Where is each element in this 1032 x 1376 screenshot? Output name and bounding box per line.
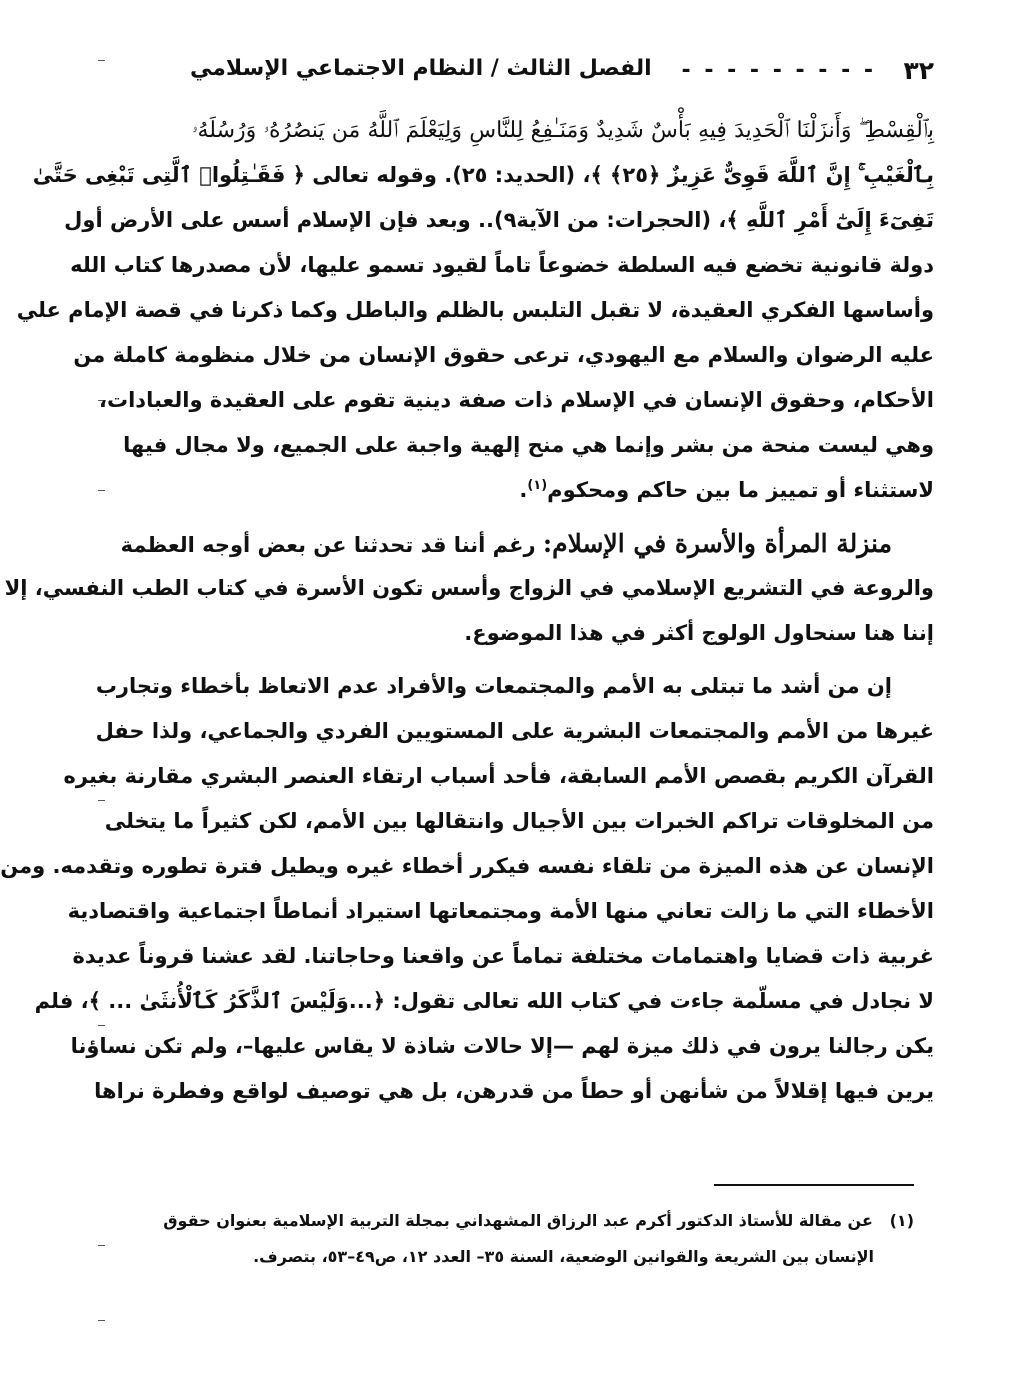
- footnote-line: [163, 1203, 914, 1239]
- text-line: عليه الرضوان والسلام مع اليهودي، ترعى حقوق الإنسان من خلال منظومة كاملة من: [73, 343, 934, 367]
- page-number: ٣٢: [903, 56, 934, 85]
- header-dashes: - - - - - - - - -: [681, 58, 876, 83]
- text-line: الأخطاء التي ما زالت تعاني منها الأمة ومجتمعاتها استيراد أنماطاً اجتماعية واقتصادية: [67, 899, 934, 923]
- footnotes: [163, 1203, 914, 1275]
- text-line: [192, 108, 934, 153]
- page-header: [190, 56, 934, 96]
- text-line: غيرها من الأمم والمجتمعات البشرية على المستويين الفردي والجماعي، ولذا حفل: [95, 719, 934, 743]
- scan-edge-mark: [98, 1320, 105, 1321]
- text-line: إننا هنا سنحاول الولوج أكثر في هذا الموضوع.: [464, 621, 934, 645]
- scan-edge-mark: [98, 60, 105, 61]
- text-line: إن من أشد ما تبتلى به الأمم والمجتمعات والأفراد عدم الاتعاظ بأخطاء وتجارب: [95, 674, 892, 698]
- text-line: تَفِىٓءَ إِلَىٰٓ أَمْرِ ٱللَّهِ ﴾، (الحجرات: من الآية٩).. وبعد فإن الإسلام أسس على الأرض أول: [64, 208, 934, 232]
- end-punctuation: .: [519, 478, 528, 502]
- footnote-line: الإنسان بين الشريعة والقوانين الوضعية، السنة ٣٥– العدد ١٢، ص٤٩–٥٣، بتصرف.: [253, 1247, 874, 1266]
- text-line: وأساسها الفكري العقيدة، لا تقبل التلبس بالظلم والباطل وكما ذكرنا في قصة الإمام علي: [16, 298, 934, 322]
- running-title: الفصل الثالث / النظام الاجتماعي الإسلامي: [190, 56, 652, 81]
- footnote-number: (١): [889, 1211, 914, 1230]
- line-text: رغم أننا قد تحدثنا عن بعض أوجه العظمة: [120, 533, 536, 557]
- footnote-divider: [714, 1184, 914, 1186]
- line-text: لاستثناء أو تمييز ما بين حاكم ومحكوم: [547, 478, 934, 502]
- scan-edge-mark: [98, 800, 105, 801]
- text-line: من المخلوقات تراكم الخبرات بين الأجيال وانتقالها بين الأمم، لكن كثيراً ما يتخلى: [104, 809, 934, 833]
- body-text: [0, 108, 934, 1114]
- text-line: لا نجادل في مسلّمة جاءت في كتاب الله تعالى تقول: ﴿...وَلَيْسَ ٱلذَّكَرُ كَٱلْأُنثَىٰ ... ﴾، فلم: [34, 989, 934, 1013]
- text-line: والروعة في التشريع الإسلامي في الزواج وأسس تكون الأسرة في كتاب الطب النفسي، إلا: [4, 576, 934, 600]
- section-women-family: [4, 521, 934, 656]
- text-line: الأحكام، وحقوق الإنسان في الإسلام ذات صفة دينية تقوم على العقيدة والعبادات،: [99, 388, 934, 412]
- text-line: [120, 521, 934, 566]
- text-line: بِٱلْغَيْبِ ۚ إِنَّ ٱللَّهَ قَوِىٌّ عَزِيزٌ ﴿٢٥﴾ ﴾، (الحديد: ٢٥). وقوله تعالى ﴿ فَقَـٰتِلُوا۟ ٱلَّتِى تَبْغِى حَتَّىٰ: [32, 163, 934, 187]
- quran-verse: بِٱلْقِسْطِ ۖ وَأَنزَلْنَا ٱلْحَدِيدَ فِيهِ بَأْسٌ شَدِيدٌ وَمَنَـٰفِعُ لِلنَّاسِ وَلِيَعْلَمَ ٱللَّهُ مَن يَنصُرُهُۥ وَرُسُلَهُۥ: [192, 118, 934, 143]
- text-line: غربية ذات قضايا واهتمامات مختلفة تماماً عن واقعنا وحاجاتنا. لقد عشنا قروناً عديدة: [72, 944, 934, 968]
- paragraph-3: [0, 664, 934, 1114]
- text-line: [192, 468, 934, 513]
- text-line: القرآن الكريم بقصص الأمم السابقة، فأحد أسباب ارتقاء العنصر البشري مقارنة بغيره: [63, 764, 934, 788]
- footnote-text: عن مقالة للأستاذ الدكتور أكرم عبد الرزاق المشهداني بمجلة التربية الإسلامية بعنوان حقوق: [163, 1211, 873, 1230]
- section-heading: منزلة المرأة والأسرة في الإسلام:: [542, 529, 892, 558]
- scan-edge-mark: [98, 490, 105, 491]
- text-line: يكن رجالنا يرون في ذلك ميزة لهم —إلا حالات شاذة لا يقاس عليها–، ولم تكن نساؤنا: [70, 1034, 934, 1058]
- text-line: وهي ليست منحة من بشر وإنما هي منح إلهية واجبة على الجميع، ولا مجال فيها: [123, 433, 934, 457]
- paragraph-1: [16, 108, 934, 513]
- scan-edge-mark: [98, 1245, 105, 1246]
- text-line: دولة قانونية تخضع فيه السلطة خضوعاً تاماً لقيود تسمو عليها، لأن مصدرها كتاب الله: [70, 253, 934, 277]
- text-line: يرين فيها إقلالاً من شأنهن أو حطاً من قدرهن، بل هي توصيف لواقع وفطرة نراها: [94, 1079, 934, 1103]
- footnote-reference[interactable]: (١): [527, 478, 548, 493]
- text-line: الإنسان عن هذه الميزة من تلقاء نفسه فيكرر أخطاء غيره ويطيل فترة تطوره وتقدمه. ومن: [0, 854, 934, 878]
